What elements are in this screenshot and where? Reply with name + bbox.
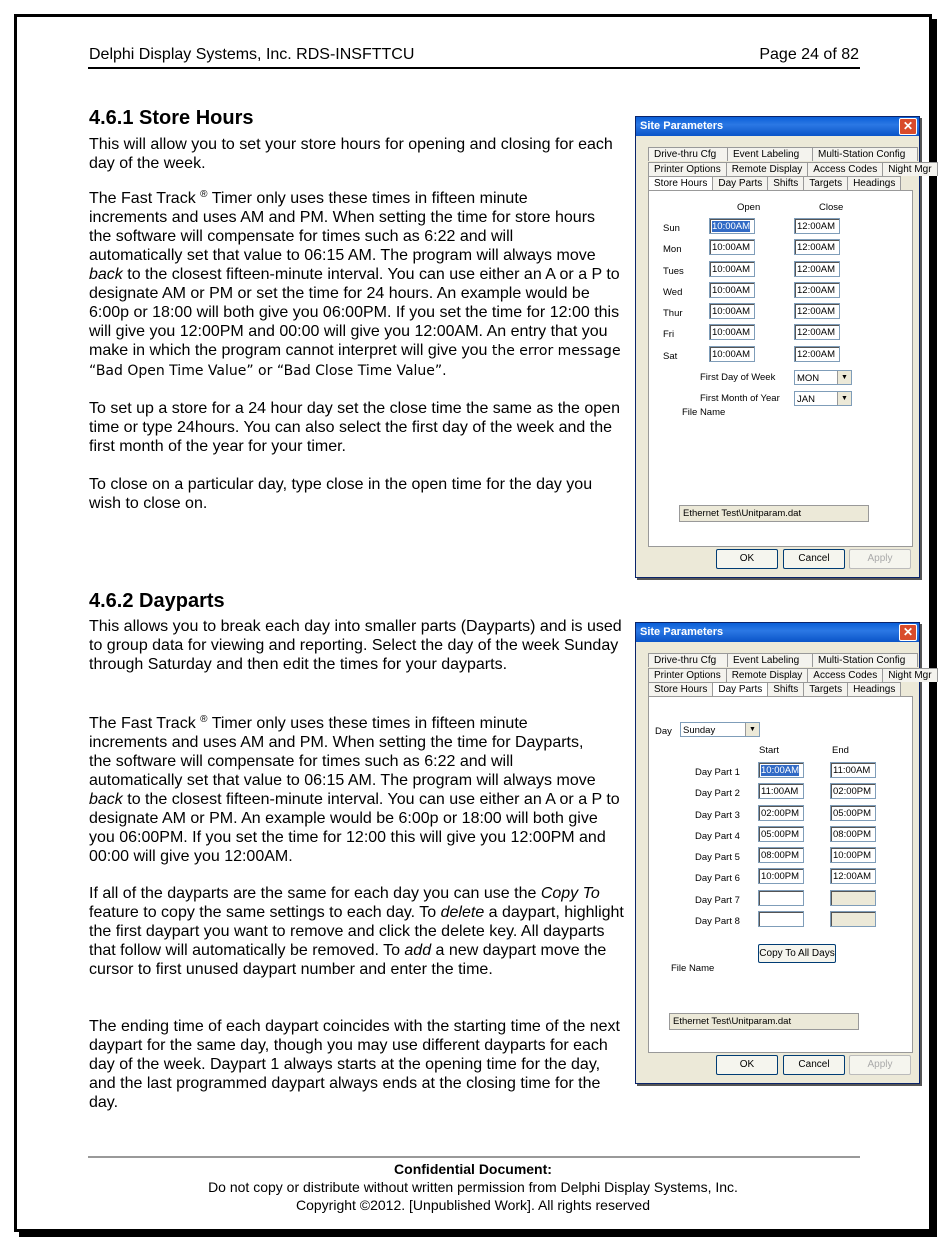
emphasis-copy-to: Copy To [540,885,600,902]
section-heading-store-hours: 4.6.1 Store Hours [89,107,254,129]
text: If all of the dayparts are the same for each day you can use the [89,885,541,902]
tab-row-3 [648,176,900,190]
registered-mark: ® [200,189,208,200]
day-part-label: Day Part 6 [695,873,740,884]
open-time-value: 10:00AM [712,221,751,232]
tab-event-labeling[interactable]: Event Labeling [727,653,813,667]
day-label: Fri [663,329,675,340]
close-time-input[interactable]: 12:00AM [794,282,840,298]
day-label: Sat [663,351,678,362]
text: The Fast Track [89,715,196,732]
first-month-of-year-select[interactable] [794,391,852,406]
dialog-title-bar [636,117,919,136]
day-part-end-input[interactable]: 10:00PM [830,847,876,863]
store-hours-paragraph [89,189,624,381]
text: The Fast Track [89,190,196,207]
day-part-start-input[interactable] [758,911,804,927]
tab-remote-display[interactable]: Remote Display [726,668,809,682]
store-hours-close-paragraph: To close on a particular day, type close in the open time for the day you wish to close on. [89,476,593,512]
dayparts-paragraph [89,714,624,866]
day-value: Sunday [683,725,716,736]
text: feature to copy the same settings to each day. To [89,904,441,921]
tab-headings[interactable]: Headings [847,176,901,190]
close-icon[interactable]: ✕ [899,118,917,135]
section-heading-dayparts: 4.6.2 Dayparts [89,590,225,612]
footer-confidential: Confidential Document: [394,1161,552,1177]
open-time-input[interactable]: 10:00AM [709,324,755,340]
tab-multi-station-config[interactable]: Multi-Station Config [812,147,918,161]
day-part-start-input[interactable]: 11:00AM [758,783,804,799]
tab-remote-display[interactable]: Remote Display [726,162,809,176]
copy-to-all-days-button[interactable]: Copy To All Days [758,944,836,963]
text: increments and uses AM and PM. When setting the time for store hours [89,209,596,226]
header-rule [88,67,860,69]
day-part-start-input[interactable] [758,890,804,906]
file-name-label: File Name [682,407,726,418]
text: automatically set that value to 06:15 AM. The program will always move [89,772,596,789]
file-name-field: Ethernet Test\Unitparam.dat [669,1013,859,1030]
day-part-label: Day Part 1 [695,767,740,778]
registered-mark: ® [200,714,208,725]
day-parts-panel [648,696,913,1053]
text: Timer only uses these times in fifteen minute [207,715,528,732]
day-part-label: Day Part 2 [695,788,740,799]
chevron-down-icon: ▼ [745,723,759,736]
error-message-text: the error message “Bad Open Time Value” or “Bad Close Time Value”. [89,343,621,379]
text: the software will compensate for times such as 6:22 and will [89,753,514,770]
day-label: Day [655,726,672,737]
text: a new daypart move the cursor to first unused daypart number and enter the time. [89,942,607,978]
day-part-end-input [830,890,876,906]
first-month-of-year-label: First Month of Year [700,393,780,404]
emphasis-back: back [89,266,123,283]
tab-row-1 [648,653,917,667]
file-name-label: File Name [671,963,715,974]
day-part-end-input[interactable]: 02:00PM [830,783,876,799]
open-time-input[interactable]: 10:00AM [709,261,755,277]
day-label: Tues [663,266,684,277]
first-day-value: MON [797,373,820,384]
tab-store-hours[interactable]: Store Hours [648,682,713,696]
day-label: Thur [663,308,683,319]
footer-copyright: Copyright ©2012. [Unpublished Work]. All rights reserved [295,1197,650,1213]
text: to the closest fifteen-minute interval. You can use either an A or a P to designate AM or PM or set the time for 24 hours. An example would be 6:00p or 18:00 will both give you 06:00PM. If you set the time for 12:00 this will give you 12:00PM and 00:00 will give you 12:00AM. An entry that you make in which the program cannot interpret will give you [89,266,620,359]
emphasis-back: back [89,791,123,808]
text: Timer only uses these times in fifteen minute [207,190,528,207]
header-page-number: Page 24 of 82 [759,46,859,63]
close-icon[interactable]: ✕ [899,624,917,641]
day-part-end-input[interactable]: 11:00AM [830,762,876,778]
day-part-start-input[interactable] [758,762,804,778]
tab-access-codes[interactable]: Access Codes [807,668,883,682]
close-time-input[interactable]: 12:00AM [794,218,840,234]
tab-drive-thru-cfg[interactable]: Drive-thru Cfg [648,147,728,161]
day-label: Wed [663,287,683,298]
tab-store-hours[interactable]: Store Hours [648,176,713,192]
tab-access-codes[interactable]: Access Codes [807,162,883,176]
tab-multi-station-config[interactable]: Multi-Station Config [812,653,918,667]
open-time-input[interactable]: 10:00AM [709,346,755,362]
close-time-input[interactable]: 12:00AM [794,346,840,362]
ok-button[interactable]: OK [716,1055,778,1075]
close-time-input[interactable]: 12:00AM [794,261,840,277]
day-label: Mon [663,244,682,255]
cancel-button[interactable]: Cancel [783,1055,845,1075]
day-part-label: Day Part 4 [695,831,740,842]
first-day-of-week-label: First Day of Week [700,372,776,383]
start-value: 10:00AM [761,765,800,776]
dayparts-ending-paragraph: The ending time of each daypart coincides with the starting time of the next daypart for the same day, though you may use different dayparts for each day of the week. Daypart 1 always starts at the opening time for the day, and the last programmed daypart always ends at the closing time for the day. [89,1018,620,1111]
open-time-input[interactable] [709,218,755,234]
open-time-input[interactable]: 10:00AM [709,282,755,298]
tab-targets[interactable]: Targets [803,176,848,190]
tab-event-labeling[interactable]: Event Labeling [727,147,813,161]
tab-day-parts[interactable]: Day Parts [712,176,768,190]
ok-button[interactable]: OK [716,549,778,569]
first-month-value: JAN [797,394,815,405]
day-part-label: Day Part 5 [695,852,740,863]
tab-row-1 [648,147,917,161]
chevron-down-icon: ▼ [837,371,851,384]
day-label: Sun [663,223,680,234]
close-column-header: Close [819,202,844,213]
day-part-end-input[interactable]: 05:00PM [830,805,876,821]
text: to the closest fifteen-minute interval. You can use either an A or a P to designate AM or PM. An example would be 6:00p or 18:00 will both give you 06:00PM. If you set the time for 12:00 this will give you 12:00PM and 00:00 will give you 12:00AM. [89,791,620,865]
dialog-title: Site Parameters [640,120,724,132]
tab-row-2 [648,162,937,176]
tab-night-mgr[interactable]: Night Mgr [882,668,937,682]
text: increments and uses AM and PM. When setting the time for Dayparts, [89,734,584,751]
day-part-label: Day Part 7 [695,895,740,906]
day-part-label: Day Part 3 [695,810,740,821]
store-hours-intro: This will allow you to set your store hours for opening and closing for each day of the week. [89,136,613,172]
chevron-down-icon: ▼ [837,392,851,405]
tab-shifts[interactable]: Shifts [767,176,804,190]
dayparts-intro: This allows you to break each day into smaller parts (Dayparts) and is used to group data for viewing and reporting. Select the day of the week Sunday through Saturday and then edit the times for your dayparts. [89,618,622,673]
close-time-input[interactable]: 12:00AM [794,324,840,340]
tab-shifts[interactable]: Shifts [767,682,804,696]
dialog-title-bar [636,623,919,642]
open-time-input[interactable]: 10:00AM [709,303,755,319]
first-day-of-week-select[interactable] [794,370,852,385]
dialog-title: Site Parameters [640,626,724,638]
emphasis-delete: delete [440,904,485,921]
day-part-start-input[interactable]: 02:00PM [758,805,804,821]
tab-night-mgr[interactable]: Night Mgr [882,162,937,176]
emphasis-add: add [404,942,432,959]
tab-day-parts[interactable]: Day Parts [712,682,768,698]
store-hours-24h-paragraph: To set up a store for a 24 hour day set the close time the same as the open time or type 24hours. You can also select the first day of the week and the first month of the year for your timer. [89,400,620,455]
cancel-button[interactable]: Cancel [783,549,845,569]
footer-rule [88,1156,860,1158]
text: a daypart, highlight the first daypart you want to remove and click the delete key. All dayparts that follow will automatically be removed. To [89,904,624,959]
tab-targets[interactable]: Targets [803,682,848,696]
open-column-header: Open [737,202,761,213]
end-column-header: End [832,745,849,756]
day-part-start-input[interactable]: 10:00PM [758,868,804,884]
tab-drive-thru-cfg[interactable]: Drive-thru Cfg [648,653,728,667]
close-time-input[interactable]: 12:00AM [794,303,840,319]
day-part-start-input[interactable]: 08:00PM [758,847,804,863]
close-time-input[interactable]: 12:00AM [794,239,840,255]
store-hours-panel [648,190,913,547]
apply-button[interactable]: Apply [849,549,911,569]
tab-row-2 [648,668,937,682]
site-parameters-dialog-store-hours [635,116,932,578]
dayparts-copy-paragraph [89,884,624,979]
footer-notice: Do not copy or distribute without written permission from Delphi Display Systems, Inc. [208,1179,738,1195]
tab-row-3 [648,682,900,696]
day-part-end-input [830,911,876,927]
tab-printer-options[interactable]: Printer Options [648,162,727,176]
file-name-field: Ethernet Test\Unitparam.dat [679,505,869,522]
header-left: Delphi Display Systems, Inc. RDS-INSFTTCU [89,46,415,63]
text: automatically set that value to 06:15 AM. The program will always move [89,247,596,264]
text: the software will compensate for times such as 6:22 and will [89,228,514,245]
tab-headings[interactable]: Headings [847,682,901,696]
tab-printer-options[interactable]: Printer Options [648,668,727,682]
day-part-label: Day Part 8 [695,916,740,927]
open-time-input[interactable]: 10:00AM [709,239,755,255]
apply-button[interactable]: Apply [849,1055,911,1075]
day-select[interactable] [680,722,760,737]
day-part-end-input[interactable]: 12:00AM [830,868,876,884]
day-part-end-input[interactable]: 08:00PM [830,826,876,842]
day-part-start-input[interactable]: 05:00PM [758,826,804,842]
start-column-header: Start [759,745,780,756]
site-parameters-dialog-day-parts [635,622,932,1084]
